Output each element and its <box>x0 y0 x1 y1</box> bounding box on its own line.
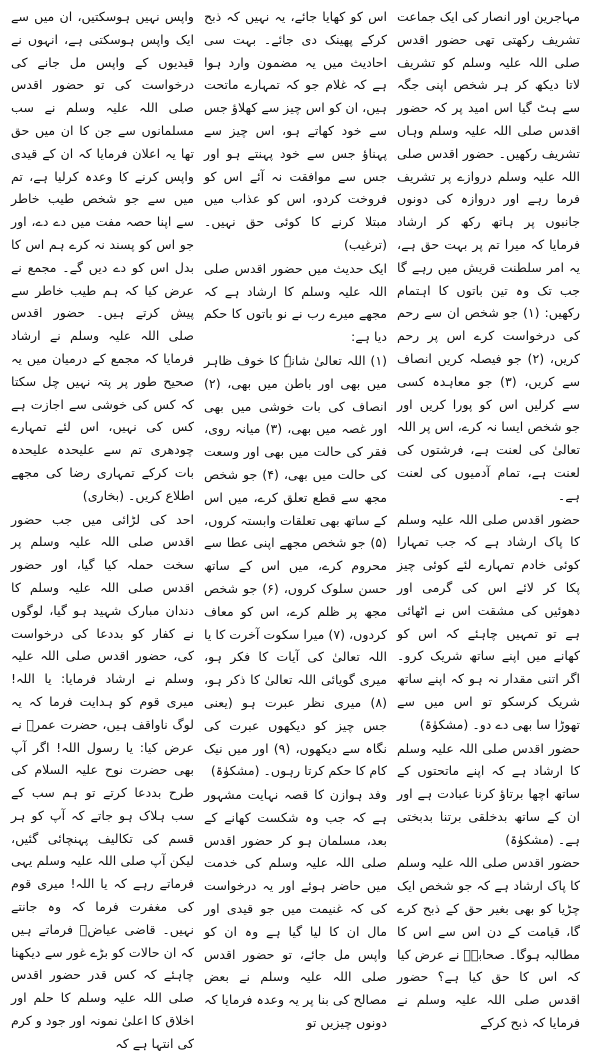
paragraph: حضور اقدس صلی اللہ علیہ وسلم کا پاک ارشاد ہے کہ جو شخص ایک چڑیا کو بھی بغیر حق کے ذبح کرے گا، قیامت کے دن اس سے اس کا مطالبہ ہوگا۔ صحابہؓ نے عرض کیا کہ اس کا حق کیا ہے؟ حضور اقدس صلی اللہ علیہ وسلم نے فرمایا کہ ذبح کرکے <box>397 855 580 1031</box>
paragraph: وفد ہوازن کا قصہ نہایت مشہور ہے کہ جب وہ شکست کھانے کے بعد، مسلمان ہو کر حضور اقدس صلی اللہ علیہ وسلم کی خدمت میں حاضر ہوئے اور یہ درخواست کی کہ غنیمت میں جو قیدی اور مال ان کا لیا گیا ہے وہ ان کو واپس مل جائے، تو حضور اقدس صلی اللہ علیہ وسلم نے بعض مصالح کی بنا پر یہ وعدہ فرمایا کہ دونوں چیزیں تو <box>204 787 387 1031</box>
text-column-left <box>6 6 199 1051</box>
paragraph: ایک حدیث میں حضور اقدس صلی اللہ علیہ وسلم کا ارشاد ہے کہ مجھے میرے رب نے نو باتوں کا حکم دیا ہے: <box>204 260 387 345</box>
paragraph: مہاجرین اور انصار کی ایک جماعت تشریف رکھتی تھی حضور اقدس صلی اللہ علیہ وسلم کو تشریف لاتا دیکھ کر ہر شخص اپنی جگہ سے ہٹ گیا اس امید پر کہ حضور اقدس صلی اللہ علیہ وسلم وہاں تشریف رکھیں۔ حضور اقدس صلی اللہ علیہ وسلم دروازے پر تشریف فرما رہے اور دروازہ کی دونوں جانبوں پر ہاتھ رکھ کر ارشاد فرمایا کہ میرا تم پر بہت حق ہے، یہ امر سلطنت قریش میں رہے گا جب تک وہ تین باتوں کا اہتمام رکھیں: (۱) جو شخص ان سے رحم کی درخواست کرے اس پر رحم کریں، (۲) جو فیصلہ کریں انصاف سے کریں، (۳) جو معاہدہ کسی سے کرلیں اس کو پورا کریں اور جو شخص ایسا نہ کرے، اس پر اللہ تعالیٰ کی لعنت ہے، فرشتوں کی لعنت ہے، تمام آدمیوں کی لعنت ہے۔ <box>397 9 581 503</box>
paragraph: (۱) اللہ تعالیٰ شانہٗ کا خوف ظاہر میں بھی اور باطن میں بھی، (۲) انصاف کی بات خوشی میں بھی اور غصہ میں بھی، (۳) میانہ روی، فقر کی حالت میں بھی اور وسعت کی حالت میں بھی، (۴) جو شخص مجھ سے قطع تعلق کرے، میں اس کے ساتھ بھی تعلقات وابستہ کروں، (۵) جو شخص مجھے اپنی عطا سے محروم کرے، میں اس کے ساتھ حسن سلوک کروں، (۶) جو شخص مجھ پر ظلم کرے، اس کو معاف کردوں، (۷) میرا سکوت آخرت کا یا اللہ تعالیٰ کی آیات کا فکر ہو، میری گویائی اللہ تعالیٰ کا ذکر ہو، (۸) میری نظر عبرت ہو (یعنی جس چیز کو دیکھوں عبرت کی نگاہ سے دیکھوں، (۹) اور میں نیک کام کا حکم کرتا رہوں۔ (مشکوٰۃ) <box>204 352 388 779</box>
paragraph: واپس نہیں ہوسکتیں، ان میں سے ایک واپس ہوسکتی ہے، انہوں نے قیدیوں کے واپس مل جانے کی درخواست کی تو حضور اقدس صلی اللہ علیہ وسلم نے سب مسلمانوں سے جن کا ان میں حق تھا یہ اعلان فرمایا کہ ان کے قیدی واپس کرنے کا وعدہ کرلیا ہے، تم میں سے جو شخص طیب خاطر سے اپنا حصہ مفت میں دے دے، اور جو اس کو پسند نہ کرے ہم اس کا بدل اس کو دے دیں گے۔ مجمع نے عرض کیا کہ ہم طیب خاطر سے پیش کرتے ہیں۔ حضور اقدس صلی اللہ علیہ وسلم نے ارشاد فرمایا کہ مجمع کے درمیان میں یہ صحیح طور پر پتہ نہیں چل سکتا کہ کس کی خوشی سے اجازت ہے کس کی نہیں، اس لئے تمہارے چودھری تم سے علیحدہ علیحدہ بات کرکے تمہاری رضا کی مجھے اطلاع کریں۔ (بخاری) <box>11 9 194 503</box>
text-column-right <box>392 6 585 1031</box>
paragraph: اس کو کھایا جائے، یہ نہیں کہ ذبح کرکے پھینک دی جائے۔ بہت سی احادیث میں یہ مضمون وارد ہوا ہے کہ غلام جو کہ تمہارے ماتحت ہیں، ان کو اس چیز سے کھلاؤ جس سے خود کھاتے ہو، اس چیز سے پہناؤ جس سے خود پہنتے ہو اور جس سے موافقت نہ آئے اس کو فروخت کردو، اس کو عذاب میں مبتلا کرنے کا کوئی حق نہیں۔ (ترغیب) <box>204 9 387 252</box>
paragraph: حضور اقدس صلی اللہ علیہ وسلم کا پاک ارشاد ہے کہ جب تمہارا کوئی خادم تمہارے لئے کوئی چیز پکا کر لائے اس کی گرمی اور دھوئیں کی مشقت اس نے اٹھائی ہے تو تمہیں چاہئے کہ اس کو کھانے میں اپنے ساتھ شریک کرو۔ اگر اتنی مقدار نہ ہو کہ اپنے ساتھ شریک کرسکو تو اس میں سے تھوڑا سا بھی دے دو۔ (مشکوٰۃ) <box>397 511 580 732</box>
text-column-middle <box>199 6 392 1031</box>
paragraph: احد کی لڑائی میں جب حضور اقدس صلی اللہ علیہ وسلم پر سخت حملہ کیا گیا، اور حضور اقدس صلی اللہ علیہ وسلم کا دندان مبارک شہید ہو گیا، لوگوں نے کفار کو بددعا کی درخواست کی، حضور اقدس صلی اللہ علیہ وسلم نے ارشاد فرمایا: یا اللہ! میری قوم کو ہدایت فرما کہ یہ لوگ ناواقف ہیں، حضرت عمرؓ نے عرض کیا: یا رسول اللہ! اگر آپ بھی حضرت نوح علیہ السلام کی طرح بددعا کرتے تو ہم سب کے سب ہلاک ہو جاتے کہ آپ کو ہر قسم کی تکالیف پہنچائی گئیں، لیکن آپ صلی اللہ علیہ وسلم یہی فرماتے رہے کہ یا اللہ! میری قوم کی مغفرت فرما کہ وہ جانتے نہیں۔ قاضی عیاضؒ فرماتے ہیں کہ ان حالات کو بڑے غور سے دیکھنا چاہئے کہ کس قدر حضور اقدس صلی اللہ علیہ وسلم کا حلم اور اخلاق کا اعلیٰ نمونہ اور جود و کرم کی انتہا ہے کہ <box>11 511 194 1051</box>
paragraph: حضور اقدس صلی اللہ علیہ وسلم کا ارشاد ہے کہ اپنے ماتحتوں کے ساتھ اچھا برتاؤ کرنا عبادت ہے اور ان کے ساتھ بدخلقی برتنا بدبختی ہے۔ (مشکوٰۃ) <box>397 740 580 847</box>
